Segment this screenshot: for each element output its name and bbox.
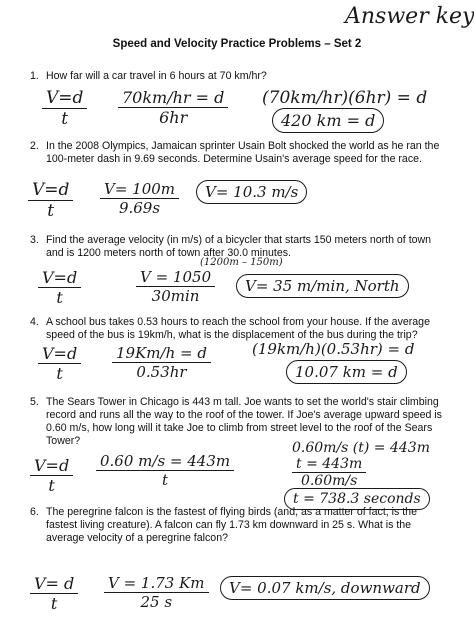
q2-substitution: $\frac{V= 100m}{9.69s}$ xyxy=(100,180,179,217)
problem-4 xyxy=(30,316,446,342)
q1-answer: 420 km = d xyxy=(272,108,384,133)
problem-number: 1. xyxy=(30,70,39,82)
problem-2 xyxy=(30,140,446,166)
problem-text: Find the average velocity (in m/s) of a bicycler that starts 150 meters north of town and is 1200 meters north of town after 30.0 minutes. xyxy=(46,234,432,259)
q1-substitution: $\frac{70km/hr = d}{6hr}$ xyxy=(118,88,228,127)
answer-key-label: Answer key xyxy=(345,4,474,29)
q5-step1: 0.60m/s (t) = 443m xyxy=(292,440,430,456)
q6-substitution: $\frac{V = 1.73 Km}{25 s}$ xyxy=(104,574,209,611)
problem-number: 2. xyxy=(30,140,39,152)
q3-note: (1200m – 150m) xyxy=(200,257,283,268)
problem-text: The Sears Tower in Chicago is 443 m tall. Joe wants to set the world's stair climbing record and runs all the way to the roof of the tower. If Joe's average upward speed is 0.60 m/s, how long will it take Joe to climb from street level to the roof of the Sears Tower? xyxy=(46,396,442,447)
q3-answer: V= 35 m/min, North xyxy=(236,274,409,298)
problem-number: 4. xyxy=(30,316,39,328)
q1-rearranged: (70km/hr)(6hr) = d xyxy=(262,88,428,108)
q5-substitution: $\frac{0.60 m/s = 443m}{t}$ xyxy=(96,452,234,489)
q2-formula: $\frac{V=d}{t}$ xyxy=(28,180,73,221)
q5-step2: $\frac{t = 443m}{0.60m/s}$ xyxy=(292,456,366,489)
q6-formula: $\frac{V= d}{t}$ xyxy=(30,574,78,613)
q6-answer: V= 0.07 km/s, downward xyxy=(220,576,430,600)
q2-answer: V= 10.3 m/s xyxy=(196,180,307,204)
page-title: Speed and Velocity Practice Problems – Set 2 xyxy=(112,38,362,50)
q3-substitution: V = 1050 30min xyxy=(136,268,215,305)
problem-text: A school bus takes 0.53 hours to reach the school from your house. If the average speed of the bus is 19km/h, what is the displacement of the bus during the trip? xyxy=(46,316,430,341)
q4-rearranged: (19km/h)(0.53hr) = d xyxy=(252,340,415,358)
q1-formula: $\frac{V=d}{t}$ xyxy=(42,88,87,129)
problem-text: How far will a car travel in 6 hours at 70 km/hr? xyxy=(46,70,267,82)
problem-6 xyxy=(30,506,446,545)
problem-number: 5. xyxy=(30,396,39,408)
q5-answer: t = 738.3 seconds xyxy=(284,488,430,510)
q3-formula: $\frac{V=d}{t}$ xyxy=(38,268,81,307)
q5-formula: $\frac{V=d}{t}$ xyxy=(30,456,73,495)
problem-number: 6. xyxy=(30,506,39,518)
problem-text: The peregrine falcon is the fastest of flying birds (and, as a matter of fact, is the fastest living creature). A falcon can fly 1.73 km downward in 25 s. What is the average velocity of a peregrine falcon? xyxy=(46,506,417,544)
problem-text: In the 2008 Olympics, Jamaican sprinter Usain Bolt shocked the world as he ran the 100-meter dash in 9.69 seconds. Determine Usain's average speed for the race. xyxy=(46,140,440,165)
problem-number: 3. xyxy=(30,234,39,246)
problem-1 xyxy=(30,70,446,83)
q4-answer: 10.07 km = d xyxy=(286,360,407,384)
q4-substitution: $\frac{19Km/h = d}{0.53hr}$ xyxy=(112,344,211,381)
q4-formula: $\frac{V=d}{t}$ xyxy=(38,344,81,383)
